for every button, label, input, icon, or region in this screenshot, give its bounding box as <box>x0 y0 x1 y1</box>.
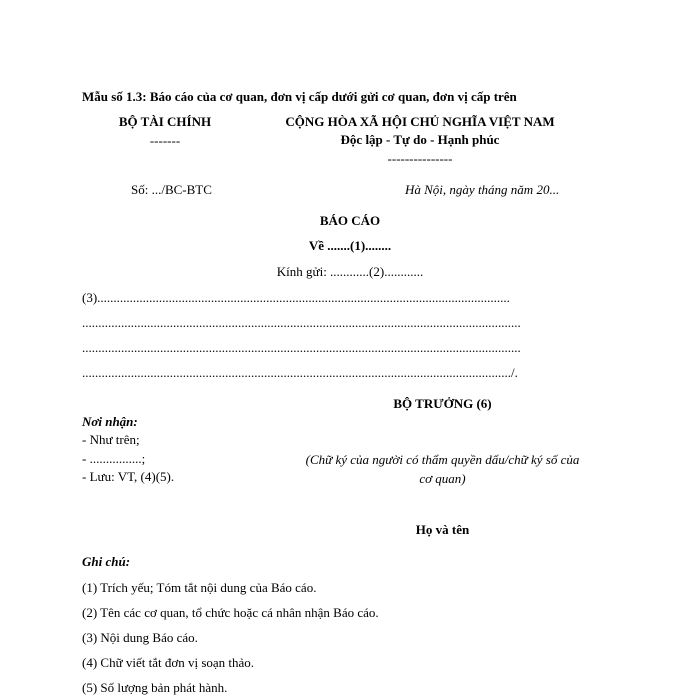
recipient-item: - Lưu: VT, (4)(5). <box>82 469 175 484</box>
issuing-org-name: BỘ TÀI CHÍNH <box>118 114 212 129</box>
form-number-label: Mẫu số 1.3: <box>82 89 147 104</box>
document-type-title: BÁO CÁO <box>319 213 381 228</box>
signer-title: BỘ TRƯỞNG (6) <box>393 396 492 411</box>
document-number: Số: .../BC-BTC <box>131 182 212 197</box>
recipient-item: - ................; <box>82 451 146 466</box>
notes-heading: Ghi chú: <box>82 554 131 569</box>
note-item: (4) Chữ viết tắt đơn vị soạn thảo. <box>82 655 255 670</box>
body-line: (3)............................................................................................................................... <box>82 290 510 305</box>
recipient-item: - Như trên; <box>82 432 140 447</box>
form-title-text: Báo cáo của cơ quan, đơn vị cấp dưới gửi cơ quan, đơn vị cấp trên <box>146 89 517 104</box>
signature-note: (Chữ ký của người có thẩm quyền dấu/chữ ký số của cơ quan) <box>305 452 580 486</box>
signer-name: Họ và tên <box>415 522 470 537</box>
note-item: (3) Nội dung Báo cáo. <box>82 630 198 645</box>
document-subject: Về .......(1)........ <box>308 238 392 253</box>
recipients-heading: Nơi nhận: <box>82 414 138 429</box>
national-title: CỘNG HÒA XÃ HỘI CHỦ NGHĨA VIỆT NAM <box>285 114 555 129</box>
note-item: (1) Trích yếu; Tóm tắt nội dung của Báo cáo. <box>82 580 317 595</box>
note-item: (5) Số lượng bản phát hành. <box>82 680 228 695</box>
national-motto: Độc lập - Tự do - Hạnh phúc <box>340 132 500 147</box>
issuing-org-separator: ------- <box>149 133 181 148</box>
note-item: (2) Tên các cơ quan, tổ chức hoặc cá nhân nhận Báo cáo. <box>82 605 379 620</box>
body-line: ..................................................................................................................................../. <box>82 365 518 380</box>
form-title <box>82 89 517 105</box>
body-line: ....................................................................................................................................... <box>82 315 521 330</box>
body-line: ....................................................................................................................................... <box>82 340 521 355</box>
motto-separator: --------------- <box>387 151 453 166</box>
addressee-line: Kính gửi: ............(2)............ <box>276 264 424 279</box>
place-and-date: Hà Nội, ngày tháng năm 20... <box>405 182 560 197</box>
